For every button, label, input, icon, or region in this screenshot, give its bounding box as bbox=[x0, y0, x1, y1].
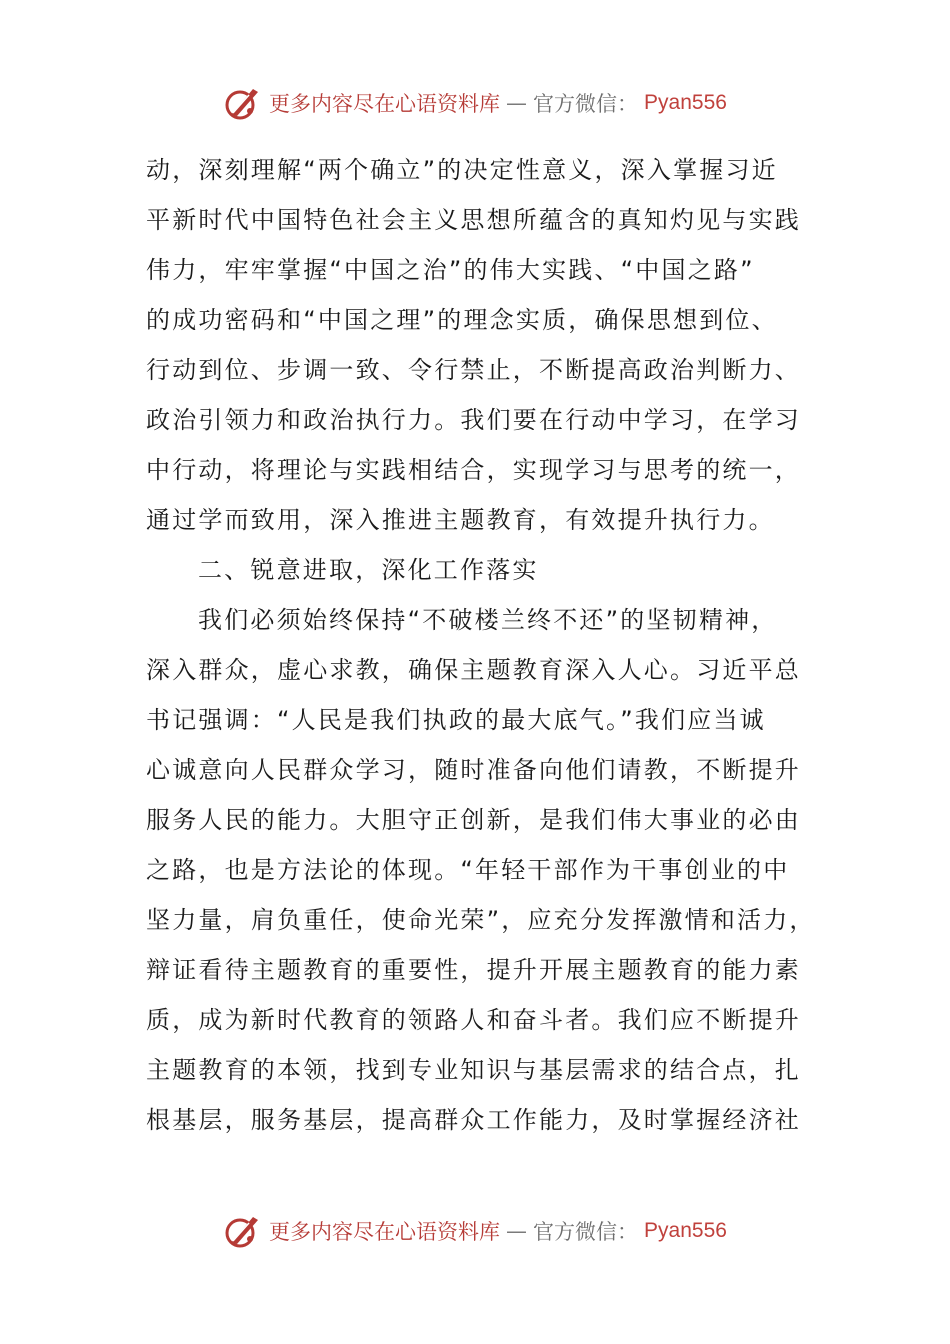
body-line: 动，深刻理解“两个确立”的决定性意义，深入掌握习近 bbox=[146, 156, 778, 184]
body-line: 行动到位、步调一致、令行禁止，不断提高政治判断力、 bbox=[146, 356, 801, 384]
document-body bbox=[146, 145, 816, 1145]
body-line: 服务人民的能力。大胆守正创新，是我们伟大事业的必由 bbox=[146, 806, 801, 834]
body-line: 心诚意向人民群众学习，随时准备向他们请教，不断提升 bbox=[146, 756, 801, 784]
banner-dash: — bbox=[506, 91, 528, 115]
body-line: 我们必须始终保持“不破楼兰终不还”的坚韧精神， bbox=[198, 606, 778, 634]
header-banner bbox=[0, 80, 950, 126]
body-line: 之路，也是方法论的体现。“年轻干部作为干事创业的中 bbox=[146, 856, 790, 884]
body-line: 中行动，将理论与实践相结合，实现学习与思考的统一， bbox=[146, 456, 801, 484]
body-line: 伟力，牢牢掌握“中国之治”的伟大实践、“中国之路” bbox=[146, 256, 755, 284]
banner-wechat-id: Pyan556 bbox=[644, 1219, 727, 1242]
quill-pen-logo-icon bbox=[223, 1211, 263, 1251]
body-line: 根基层，服务基层，提高群众工作能力，及时掌握经济社 bbox=[146, 1106, 801, 1134]
section-heading: 二、锐意进取，深化工作落实 bbox=[198, 556, 539, 584]
banner-wechat-id: Pyan556 bbox=[644, 91, 727, 114]
banner-official-text: 官方微信： bbox=[533, 92, 639, 116]
body-line: 平新时代中国特色社会主义思想所蕴含的真知灼见与实践 bbox=[146, 206, 801, 234]
banner-brand-text: 更多内容尽在心语资料库 bbox=[269, 92, 501, 116]
banner-official-text: 官方微信： bbox=[533, 1220, 639, 1244]
body-line: 坚力量，肩负重任，使命光荣”，应充分发挥激情和活力， bbox=[146, 906, 816, 934]
body-line: 政治引领力和政治执行力。我们要在行动中学习，在学习 bbox=[146, 406, 801, 434]
body-line: 主题教育的本领，找到专业知识与基层需求的结合点，扎 bbox=[146, 1056, 801, 1084]
banner-brand-text: 更多内容尽在心语资料库 bbox=[269, 1220, 501, 1244]
body-line: 通过学而致用，深入推进主题教育，有效提升执行力。 bbox=[146, 506, 775, 534]
quill-pen-logo-icon bbox=[223, 83, 263, 123]
body-line: 辩证看待主题教育的重要性，提升开展主题教育的能力素 bbox=[146, 956, 801, 984]
footer-banner bbox=[0, 1208, 950, 1254]
body-line: 深入群众，虚心求教，确保主题教育深入人心。习近平总 bbox=[146, 656, 801, 684]
banner-dash: — bbox=[506, 1219, 528, 1243]
body-line: 书记强调：“人民是我们执政的最大底气。”我们应当诚 bbox=[146, 706, 766, 734]
body-line: 质，成为新时代教育的领路人和奋斗者。我们应不断提升 bbox=[146, 1006, 801, 1034]
body-line: 的成功密码和“中国之理”的理念实质，确保思想到位、 bbox=[146, 306, 778, 334]
